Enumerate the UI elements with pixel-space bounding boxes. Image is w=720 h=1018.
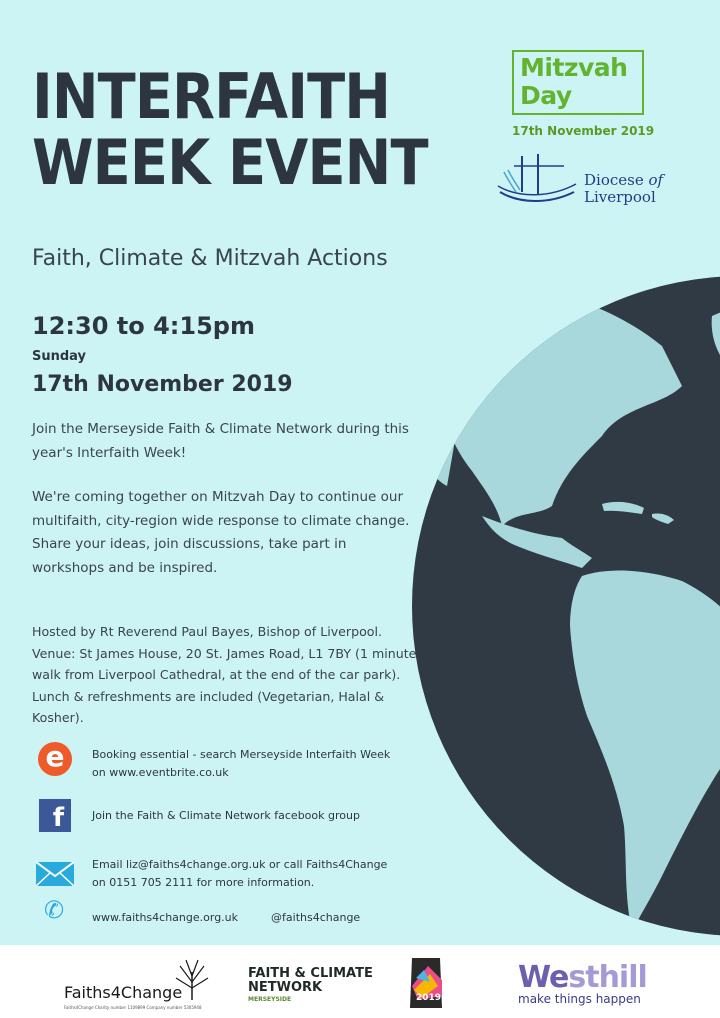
faith-climate-network-logo	[248, 967, 373, 995]
diocese-of-liverpool-logo	[584, 172, 663, 206]
diocese-boat-logo-icon	[494, 152, 580, 206]
mitzvah-line-1: Mitzvah	[520, 53, 628, 82]
booking-line-1: Booking essential - search Merseyside Interfaith Week	[92, 748, 391, 761]
twitter-handle[interactable]: @faiths4change	[271, 911, 361, 924]
event-subtitle: Faith, Climate & Mitzvah Actions	[32, 246, 388, 271]
north-america-land	[434, 293, 682, 526]
globe-illustration	[412, 276, 720, 936]
title-line-2: WEEK EVENT	[32, 126, 428, 199]
mitzvah-line-2: Day	[520, 81, 572, 110]
event-title	[32, 60, 428, 199]
intro-paragraph: Join the Merseyside Faith & Climate Network during this year's Interfaith Week!	[32, 421, 409, 461]
venue-paragraph: Hosted by Rt Reverend Paul Bayes, Bishop of Liverpool. Venue: St James House, 20 St. James Road, L1 7BY (1 minute walk from Liverpool Cathedral, at the end of the car park). Lunch & refreshments are included (Vegetarian, Halal & Kosher).	[32, 624, 417, 725]
website-link[interactable]: www.faiths4change.org.uk	[92, 911, 239, 924]
phone-icon[interactable]: ✆	[44, 896, 65, 924]
faiths4change-charity-number: Faiths4Change Charity number 1109899 Company number 5305948	[64, 1005, 202, 1010]
email-line-1[interactable]: Email liz@faiths4change.org.uk or call Faiths4Change	[92, 858, 388, 871]
westhill-sthill: sthill	[568, 960, 647, 995]
globe-land-svg	[412, 276, 720, 936]
booking-info	[92, 746, 412, 782]
westhill-tagline: make things happen	[518, 992, 641, 1006]
mail-envelope-svg	[36, 862, 74, 886]
south-america-land	[570, 571, 720, 931]
greenland-land	[712, 309, 720, 372]
fcn-line-2: NETWORK	[248, 980, 323, 995]
westhill-we: We	[518, 960, 569, 995]
event-date: 17th November 2019	[32, 372, 293, 397]
facebook-icon[interactable]: f	[39, 799, 71, 832]
booking-line-2[interactable]: on www.eventbrite.co.uk	[92, 766, 229, 779]
email-info	[92, 856, 412, 892]
email-line-2: on 0151 705 2111 for more information.	[92, 876, 315, 889]
eventbrite-icon[interactable]: e	[38, 742, 72, 776]
diocese-liverpool-word: Liverpool	[584, 188, 656, 206]
faiths4change-logo: Faiths4Change	[64, 983, 183, 1002]
diocese-of-word: of	[648, 171, 664, 189]
westhill-logo	[518, 960, 647, 995]
facebook-info[interactable]: Join the Faith & Climate Network facebook group	[92, 809, 360, 822]
faiths4change-tree-icon	[172, 958, 212, 1000]
fcn-line-1: FAITH & CLIMATE	[248, 966, 373, 981]
web-social-info	[92, 909, 372, 927]
fcn-merseyside: MERSEYSIDE	[248, 996, 292, 1003]
mail-icon[interactable]	[36, 862, 74, 886]
title-line-1: INTERFAITH	[32, 60, 391, 133]
description-paragraph: We're coming together on Mitzvah Day to continue our multifaith, city-region wide response to climate change. Share your ideas, join discussions, take part in workshops and be inspired.	[32, 489, 410, 576]
mitzvah-day-text	[520, 54, 627, 110]
central-america-land	[482, 516, 592, 568]
event-time: 12:30 to 4:15pm	[32, 312, 255, 340]
year-badge-text: 2019	[416, 993, 442, 1003]
caribbean-islands	[602, 502, 674, 524]
event-day: Sunday	[32, 349, 87, 364]
diocese-word: Diocese	[584, 171, 649, 189]
mitzvah-day-logo	[512, 50, 644, 115]
mitzvah-day-date: 17th November 2019	[512, 124, 655, 138]
